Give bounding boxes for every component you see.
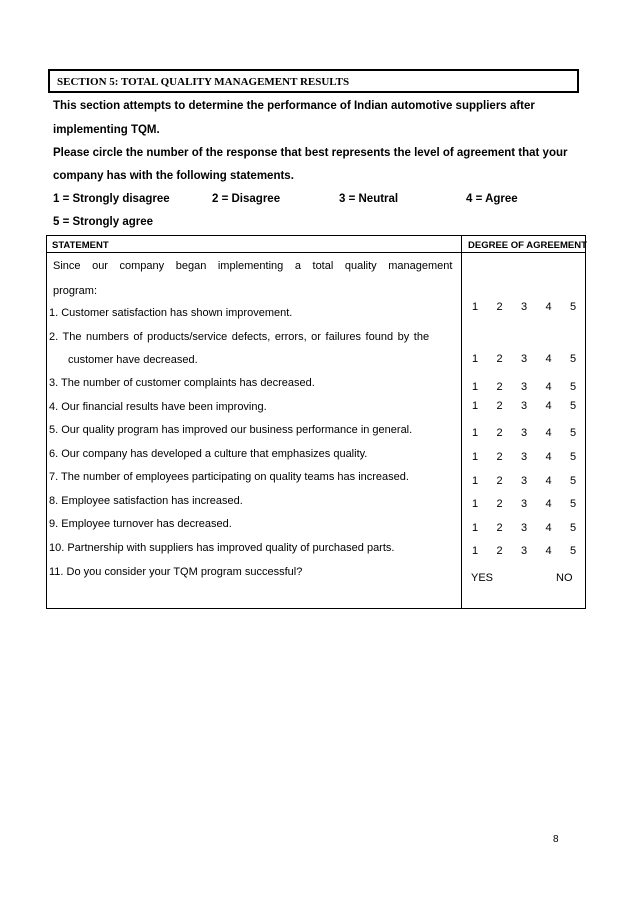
yes-option[interactable]: YES — [471, 572, 494, 584]
rating-option-1[interactable]: 1 — [472, 451, 479, 463]
rating-option-4[interactable]: 4 — [545, 353, 552, 365]
rating-option-1[interactable]: 1 — [472, 301, 479, 313]
statement-2-cont: customer have decreased. — [68, 354, 198, 366]
scale-strongly-agree: 5 = Strongly agree — [53, 216, 154, 228]
rating-option-3[interactable]: 3 — [521, 301, 528, 313]
rating-option-2[interactable]: 2 — [496, 498, 503, 510]
rating-option-1[interactable]: 1 — [472, 475, 479, 487]
rating-option-1[interactable]: 1 — [472, 353, 479, 365]
statement-1: 1. Customer satisfaction has shown improvement. — [49, 307, 293, 319]
rating-option-2[interactable]: 2 — [496, 475, 503, 487]
section-title-box — [48, 69, 579, 93]
statement-7: 7. The number of employees participating on quality teams has increased. — [49, 471, 409, 483]
rating-option-4[interactable]: 4 — [545, 381, 552, 393]
rating-option-2[interactable]: 2 — [496, 353, 503, 365]
no-option[interactable]: NO — [556, 572, 573, 584]
rating-option-3[interactable]: 3 — [521, 545, 528, 557]
rating-option-5[interactable]: 5 — [570, 545, 577, 557]
rating-option-4[interactable]: 4 — [545, 498, 552, 510]
statement-9: 9. Employee turnover has decreased. — [49, 518, 232, 530]
rating-option-2[interactable]: 2 — [496, 381, 503, 393]
rating-option-3[interactable]: 3 — [521, 498, 528, 510]
statement-header: STATEMENT — [52, 240, 109, 251]
intro-line-2: implementing TQM. — [53, 124, 160, 136]
section-title: SECTION 5: TOTAL QUALITY MANAGEMENT RESULTS — [57, 76, 350, 88]
rating-row-7 — [472, 475, 595, 487]
rating-row-3 — [472, 381, 595, 393]
rating-option-2[interactable]: 2 — [496, 400, 503, 412]
statement-6: 6. Our company has developed a culture that emphasizes quality. — [49, 448, 368, 460]
rating-row-2 — [472, 353, 595, 365]
rating-option-1[interactable]: 1 — [472, 498, 479, 510]
rating-option-5[interactable]: 5 — [570, 498, 577, 510]
rating-row-4 — [472, 400, 595, 412]
rating-option-5[interactable]: 5 — [570, 427, 577, 439]
rating-option-3[interactable]: 3 — [521, 400, 528, 412]
degree-header-cell — [462, 236, 586, 253]
rating-option-5[interactable]: 5 — [570, 381, 577, 393]
rating-option-3[interactable]: 3 — [521, 451, 528, 463]
rating-option-2[interactable]: 2 — [496, 451, 503, 463]
statement-11: 11. Do you consider your TQM program successful? — [49, 566, 303, 578]
rating-row-8 — [472, 498, 595, 510]
intro-line-1: This section attempts to determine the performance of Indian automotive suppliers after — [53, 100, 535, 112]
rating-option-1[interactable]: 1 — [472, 381, 479, 393]
lead-in-line-2: program: — [53, 285, 98, 297]
scale-neutral: 3 = Neutral — [339, 193, 399, 205]
rating-option-4[interactable]: 4 — [545, 400, 552, 412]
rating-option-1[interactable]: 1 — [472, 400, 479, 412]
rating-row-1 — [472, 301, 595, 313]
rating-option-5[interactable]: 5 — [570, 353, 577, 365]
statement-3: 3. The number of customer complaints has decreased. — [49, 377, 315, 389]
degree-header: DEGREE OF AGREEMENT — [468, 240, 587, 251]
scale-disagree: 2 = Disagree — [212, 193, 281, 205]
rating-row-10 — [472, 545, 595, 557]
rating-option-3[interactable]: 3 — [521, 381, 528, 393]
statement-2: 2. The numbers of products/service defects, errors, or failures found by the — [49, 331, 430, 343]
rating-option-4[interactable]: 4 — [545, 301, 552, 313]
statement-4: 4. Our financial results have been improving. — [49, 401, 267, 413]
intro-line-3: Please circle the number of the response that best represents the level of agreement that your — [53, 147, 568, 159]
rating-option-2[interactable]: 2 — [496, 545, 503, 557]
rating-option-1[interactable]: 1 — [472, 427, 479, 439]
rating-option-5[interactable]: 5 — [570, 451, 577, 463]
intro-line-4: company has with the following statements. — [53, 170, 294, 182]
rating-option-5[interactable]: 5 — [570, 400, 577, 412]
statement-header-cell — [47, 236, 462, 253]
rating-row-9 — [472, 522, 595, 534]
rating-option-3[interactable]: 3 — [521, 475, 528, 487]
scale-strongly-disagree: 1 = Strongly disagree — [53, 193, 170, 205]
rating-option-4[interactable]: 4 — [545, 451, 552, 463]
rating-option-4[interactable]: 4 — [545, 522, 552, 534]
statement-5: 5. Our quality program has improved our business performance in general. — [49, 424, 413, 436]
rating-option-3[interactable]: 3 — [521, 427, 528, 439]
scale-agree: 4 = Agree — [466, 193, 518, 205]
statement-10: 10. Partnership with suppliers has improved quality of purchased parts. — [49, 542, 395, 554]
rating-option-5[interactable]: 5 — [570, 522, 577, 534]
rating-option-2[interactable]: 2 — [496, 522, 503, 534]
page-number: 8 — [553, 834, 559, 845]
statement-8: 8. Employee satisfaction has increased. — [49, 495, 243, 507]
rating-option-1[interactable]: 1 — [472, 522, 479, 534]
rating-option-4[interactable]: 4 — [545, 427, 552, 439]
rating-row-6 — [472, 451, 595, 463]
rating-option-4[interactable]: 4 — [545, 475, 552, 487]
rating-row-5 — [472, 427, 595, 439]
rating-option-4[interactable]: 4 — [545, 545, 552, 557]
rating-option-1[interactable]: 1 — [472, 545, 479, 557]
lead-in-line-1: Since our company began implementing a total quality management — [53, 260, 453, 272]
rating-option-5[interactable]: 5 — [570, 301, 577, 313]
rating-option-3[interactable]: 3 — [521, 522, 528, 534]
rating-option-5[interactable]: 5 — [570, 475, 577, 487]
rating-option-2[interactable]: 2 — [496, 427, 503, 439]
rating-option-3[interactable]: 3 — [521, 353, 528, 365]
rating-option-2[interactable]: 2 — [496, 301, 503, 313]
